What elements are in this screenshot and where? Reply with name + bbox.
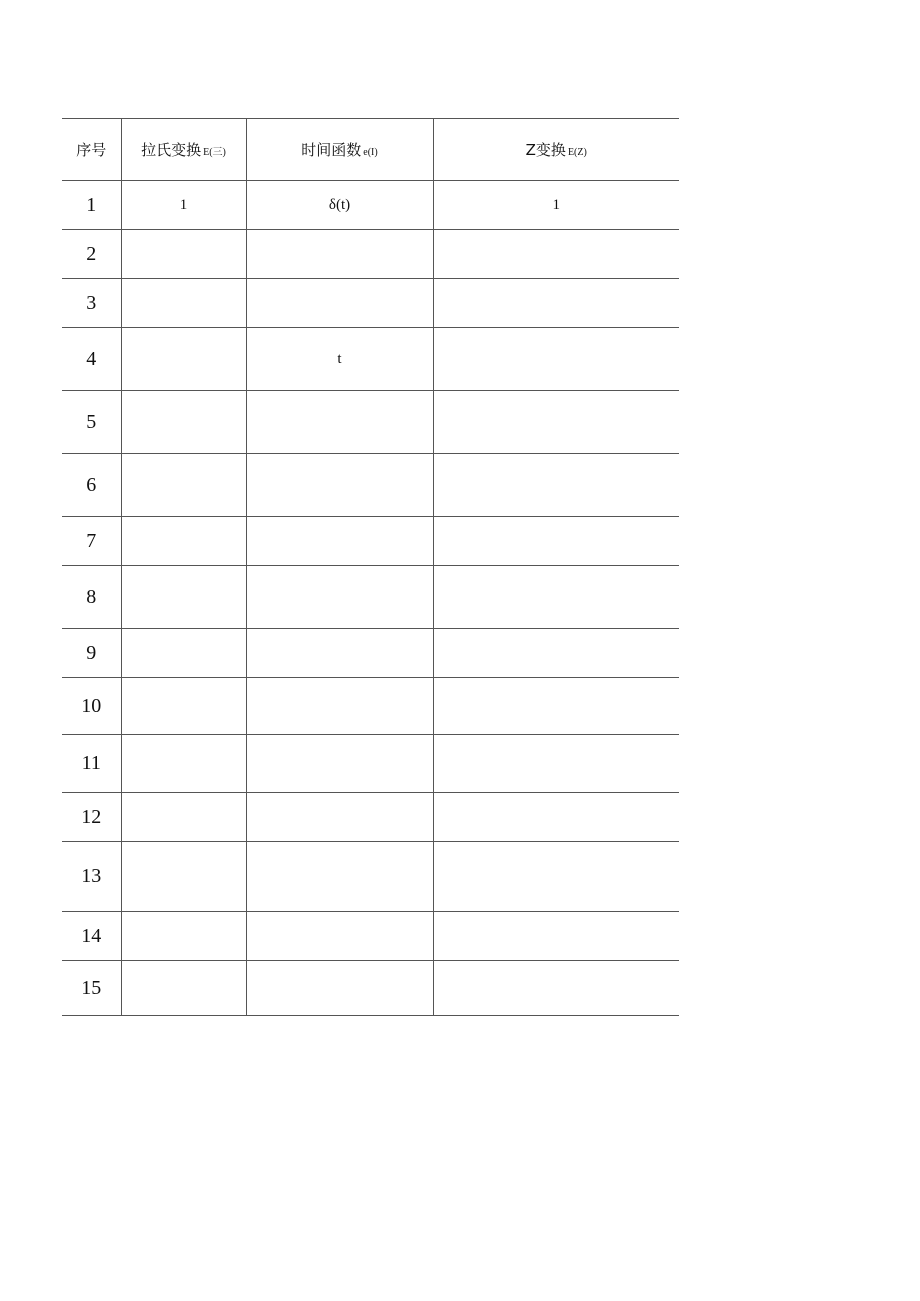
row-index: 15 [62,961,121,1016]
cell-time-function: δ(t) [246,181,433,230]
cell-laplace [121,454,246,517]
table-row [62,912,679,961]
cell-time-function [246,793,433,842]
cell-z-transform [433,842,679,912]
row-index: 12 [62,793,121,842]
table-row [62,793,679,842]
row-index: 10 [62,678,121,735]
cell-z-transform [433,230,679,279]
cell-z-transform [433,961,679,1016]
cell-laplace [121,735,246,793]
table-row [62,328,679,391]
cell-time-function [246,454,433,517]
cell-laplace [121,517,246,566]
cell-z-transform: 1 [433,181,679,230]
table-row [62,735,679,793]
header-index-label: 序号 [76,141,107,159]
cell-time-function [246,678,433,735]
cell-laplace [121,230,246,279]
table-row [62,517,679,566]
cell-laplace [121,678,246,735]
row-index: 9 [62,629,121,678]
table-header-row [62,119,679,181]
cell-time-function [246,961,433,1016]
table-row [62,629,679,678]
cell-time-function [246,230,433,279]
cell-time-function [246,842,433,912]
cell-laplace: 1 [121,181,246,230]
cell-time-function [246,735,433,793]
header-z-transform [433,119,679,181]
row-index: 3 [62,279,121,328]
cell-laplace [121,629,246,678]
cell-z-transform [433,517,679,566]
cell-z-transform [433,629,679,678]
transform-table-container [62,118,679,1016]
cell-z-transform [433,735,679,793]
table-row [62,230,679,279]
cell-z-transform [433,391,679,454]
cell-laplace [121,566,246,629]
row-index: 11 [62,735,121,793]
header-laplace [121,119,246,181]
cell-laplace [121,961,246,1016]
cell-time-function [246,391,433,454]
cell-z-transform [433,912,679,961]
header-laplace-label: 拉氏变换 [141,141,202,159]
cell-laplace [121,279,246,328]
cell-time-function [246,517,433,566]
table-row [62,842,679,912]
table-row [62,566,679,629]
row-index: 13 [62,842,121,912]
table-row [62,181,679,230]
row-index: 14 [62,912,121,961]
row-index: 1 [62,181,121,230]
cell-laplace [121,328,246,391]
cell-z-transform [433,454,679,517]
cell-time-function [246,912,433,961]
cell-time-function [246,629,433,678]
header-time-label: 时间函数 [301,141,362,159]
cell-time-function: t [246,328,433,391]
cell-laplace [121,793,246,842]
header-time-function [246,119,433,181]
table-row [62,279,679,328]
cell-laplace [121,912,246,961]
row-index: 6 [62,454,121,517]
header-z-label: Z变换 [525,141,566,159]
table-row [62,961,679,1016]
header-laplace-symbol: E(三) [203,147,226,158]
cell-z-transform [433,678,679,735]
cell-time-function [246,279,433,328]
cell-laplace [121,391,246,454]
header-z-symbol: E(Z) [567,147,587,158]
table-row [62,391,679,454]
cell-z-transform [433,328,679,391]
cell-z-transform [433,279,679,328]
row-index: 2 [62,230,121,279]
transform-table [62,118,679,1016]
table-row [62,454,679,517]
row-index: 4 [62,328,121,391]
row-index: 7 [62,517,121,566]
cell-time-function [246,566,433,629]
row-index: 5 [62,391,121,454]
cell-laplace [121,842,246,912]
row-index: 8 [62,566,121,629]
header-index [62,119,121,181]
table-row [62,678,679,735]
cell-z-transform [433,793,679,842]
header-time-symbol: e(I) [363,147,378,158]
cell-z-transform [433,566,679,629]
